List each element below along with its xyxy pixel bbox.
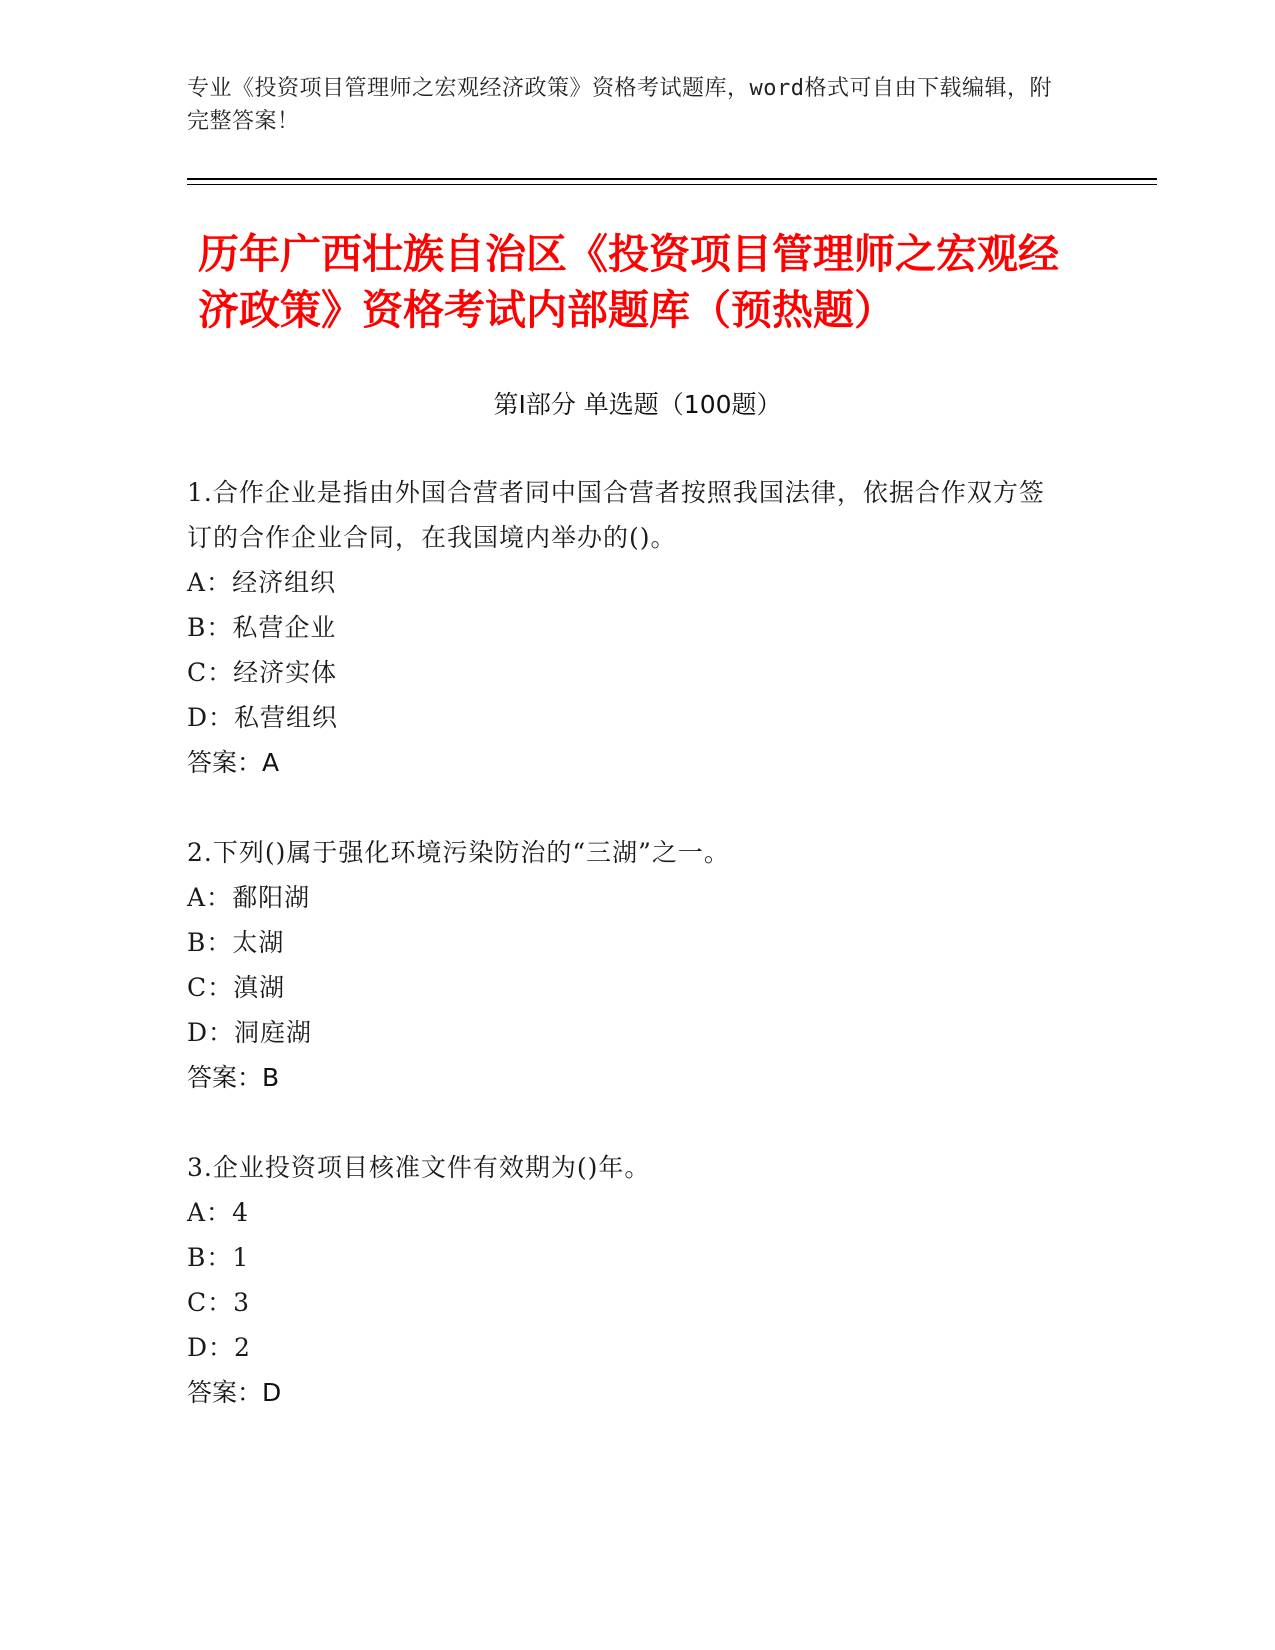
option-c xyxy=(187,965,1067,1010)
option-text: 1 xyxy=(232,1243,250,1272)
option-text: 滇湖 xyxy=(233,973,286,1002)
option-letter: C： xyxy=(187,1288,234,1317)
option-c xyxy=(187,650,1067,695)
option-text: 经济实体 xyxy=(233,658,338,687)
option-d xyxy=(187,1010,1067,1055)
option-a xyxy=(187,875,1067,920)
option-letter: D： xyxy=(187,1333,235,1362)
header-rule-thick xyxy=(187,178,1157,180)
option-letter: A： xyxy=(187,568,233,597)
question-stem: 2.下列()属于强化环境污染防治的“三湖”之一。 xyxy=(187,838,730,867)
option-text: 私营企业 xyxy=(232,613,337,642)
option-text: 鄱阳湖 xyxy=(232,883,311,912)
option-text: 2 xyxy=(234,1333,251,1362)
question-3 xyxy=(187,1145,1067,1415)
answer-line: 答案：A xyxy=(187,748,280,777)
question-1 xyxy=(187,470,1067,785)
option-letter: C： xyxy=(187,973,234,1002)
option-d xyxy=(187,695,1067,740)
question-2 xyxy=(187,830,1067,1100)
option-d xyxy=(187,1325,1067,1370)
option-letter: B： xyxy=(187,1243,233,1272)
option-letter: A： xyxy=(187,883,233,912)
option-letter: D： xyxy=(187,703,235,732)
option-letter: B： xyxy=(187,928,233,957)
option-letter: B： xyxy=(187,613,233,642)
option-c xyxy=(187,1280,1067,1325)
answer-line: 答案：D xyxy=(187,1378,282,1407)
option-letter: D： xyxy=(187,1018,235,1047)
question-stem: 1.合作企业是指由外国合营者同中国合营者按照我国法律，依据合作双方签订的合作企业合同，在我国境内举办的()。 xyxy=(187,478,1045,552)
option-b xyxy=(187,605,1067,650)
section-title: 第Ⅰ部分 单选题（100题） xyxy=(493,390,782,419)
option-text: 洞庭湖 xyxy=(234,1018,313,1047)
option-letter: C： xyxy=(187,658,234,687)
option-letter: A： xyxy=(187,1198,233,1227)
option-text: 太湖 xyxy=(232,928,285,957)
option-text: 私营组织 xyxy=(234,703,339,732)
option-text: 4 xyxy=(232,1198,249,1227)
option-a xyxy=(187,1190,1067,1235)
option-text: 经济组织 xyxy=(232,568,337,597)
option-b xyxy=(187,1235,1067,1280)
question-stem: 3.企业投资项目核准文件有效期为()年。 xyxy=(187,1153,651,1182)
header-note: 专业《投资项目管理师之宏观经济政策》资格考试题库，word格式可自由下载编辑，附完整答案！ xyxy=(187,76,1052,134)
option-a xyxy=(187,560,1067,605)
header-rule-thin xyxy=(187,184,1157,185)
answer-line: 答案：B xyxy=(187,1063,280,1092)
option-b xyxy=(187,920,1067,965)
option-text: 3 xyxy=(233,1288,251,1317)
question-list xyxy=(187,470,1067,1460)
document-title: 历年广西壮族自治区《投资项目管理师之宏观经济政策》资格考试内部题库（预热题） xyxy=(198,230,1059,334)
